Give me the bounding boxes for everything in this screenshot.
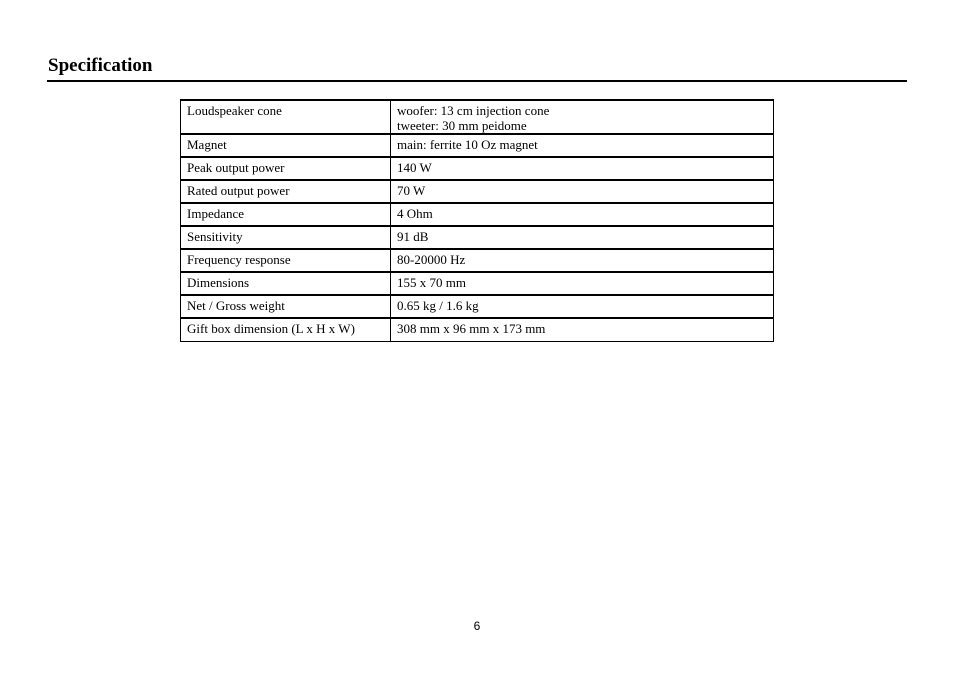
heading-divider (47, 80, 907, 82)
spec-label: Impedance (181, 203, 391, 226)
spec-value-line: tweeter: 30 mm peidome (397, 118, 527, 133)
table-row (181, 226, 774, 249)
spec-label: Loudspeaker cone (181, 100, 391, 134)
spec-value-line: 91 dB (397, 229, 429, 244)
spec-value (391, 226, 774, 249)
table-row (181, 249, 774, 272)
table-row (181, 100, 774, 134)
spec-label: Net / Gross weight (181, 295, 391, 318)
table-row (181, 295, 774, 318)
spec-value-line: 80-20000 Hz (397, 252, 466, 267)
page-number: 6 (473, 619, 481, 633)
spec-value (391, 272, 774, 295)
spec-value (391, 134, 774, 157)
spec-value-line: 155 x 70 mm (397, 275, 466, 290)
table-row (181, 318, 774, 341)
spec-value-line: 4 Ohm (397, 206, 433, 221)
spec-label: Frequency response (181, 249, 391, 272)
spec-value-line: main: ferrite 10 Oz magnet (397, 137, 538, 152)
spec-label: Rated output power (181, 180, 391, 203)
spec-value (391, 157, 774, 180)
page-heading: Specification (48, 55, 153, 76)
spec-value-line: 140 W (397, 160, 432, 175)
table-row (181, 157, 774, 180)
spec-label: Peak output power (181, 157, 391, 180)
spec-value-line: 0.65 kg / 1.6 kg (397, 298, 479, 313)
spec-value (391, 318, 774, 341)
table-row (181, 180, 774, 203)
spec-value-line: woofer: 13 cm injection cone (397, 103, 550, 118)
spec-label: Gift box dimension (L x H x W) (181, 318, 391, 341)
spec-label: Magnet (181, 134, 391, 157)
spec-value (391, 100, 774, 134)
table-row (181, 203, 774, 226)
spec-value (391, 203, 774, 226)
table-row (181, 272, 774, 295)
spec-value (391, 295, 774, 318)
specification-table (180, 99, 774, 342)
table-row (181, 134, 774, 157)
spec-value-line: 70 W (397, 183, 426, 198)
spec-value (391, 249, 774, 272)
spec-label: Sensitivity (181, 226, 391, 249)
spec-label: Dimensions (181, 272, 391, 295)
spec-value-line: 308 mm x 96 mm x 173 mm (397, 321, 546, 336)
spec-value (391, 180, 774, 203)
